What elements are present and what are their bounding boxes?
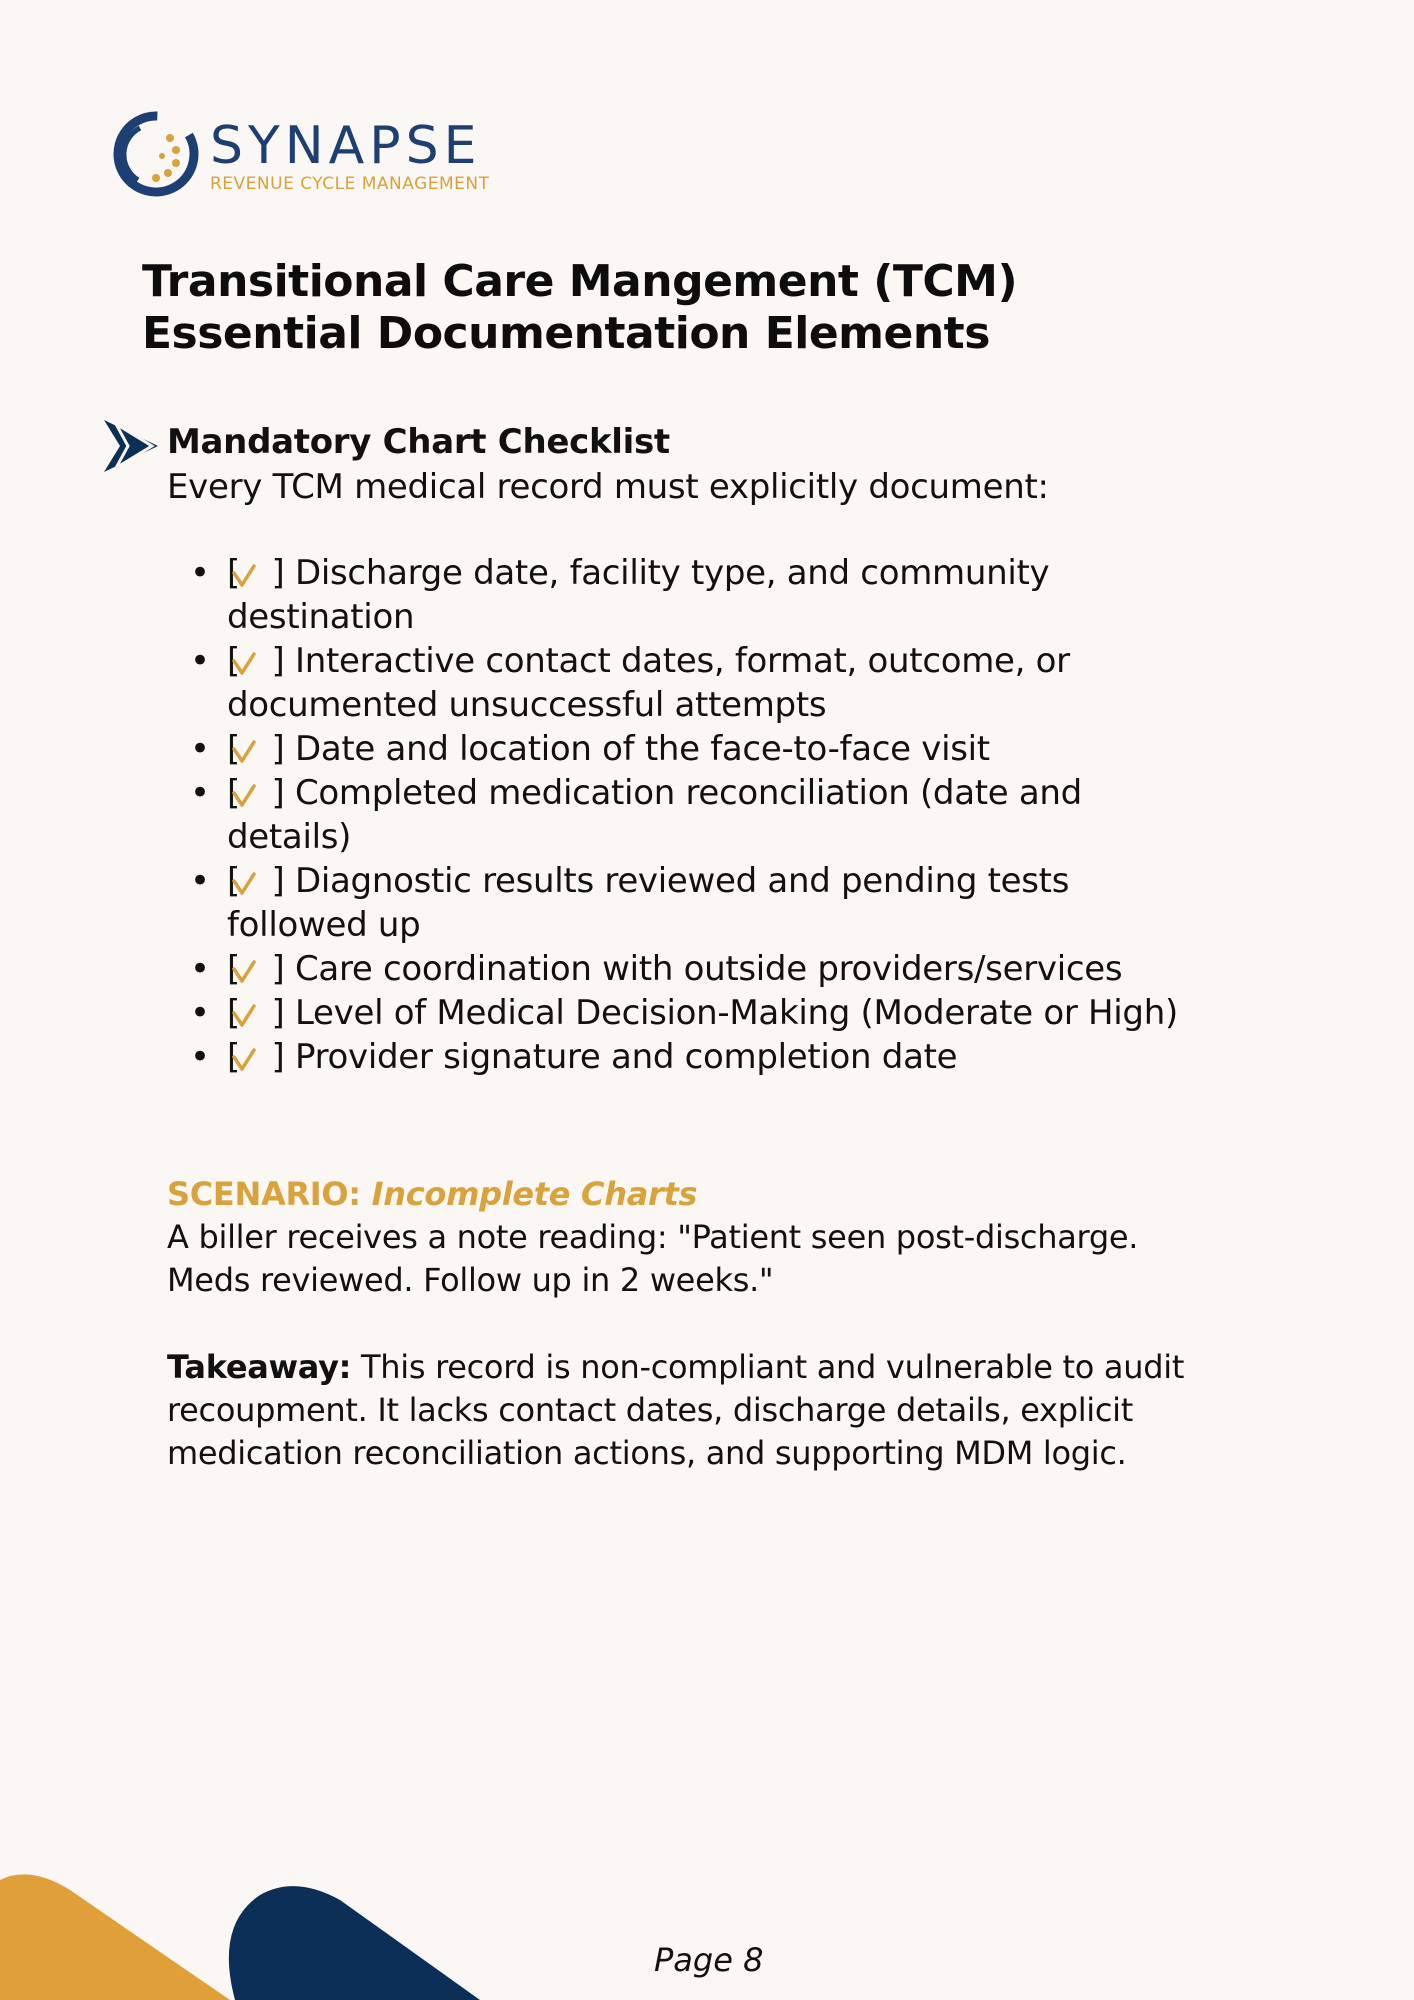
check-icon [231, 871, 257, 897]
scenario-text [167, 1216, 1267, 1302]
scenario-label: SCENARIO: [167, 1175, 361, 1213]
takeaway-line-3: medication reconciliation actions, and supporting MDM logic. [167, 1434, 1127, 1472]
checklist-item [167, 947, 1227, 991]
bullet-icon: • [190, 1037, 210, 1077]
synapse-logo-icon [110, 108, 202, 200]
checklist-item [167, 991, 1227, 1035]
check-icon [231, 959, 257, 985]
checklist-item [167, 771, 1227, 859]
checklist-item-continuation: details) [227, 817, 352, 857]
checklist-item-text: Diagnostic results reviewed and pending tests [294, 861, 1070, 901]
section-heading: Mandatory Chart Checklist [167, 422, 670, 462]
checklist-item [167, 551, 1227, 639]
checklist-item-text: Completed medication reconciliation (date and [294, 773, 1082, 813]
checklist-item [167, 859, 1227, 947]
bullet-icon: • [190, 729, 210, 769]
checklist-item [167, 1035, 1227, 1079]
checkbox-icon: [ ] [227, 1037, 285, 1077]
scenario-title: Incomplete Charts [371, 1175, 698, 1213]
checklist-item-text: Level of Medical Decision-Making (Moderate or High) [294, 993, 1178, 1033]
checkbox-icon: [ ] [227, 993, 285, 1033]
takeaway-paragraph [167, 1346, 1267, 1475]
check-icon [231, 563, 257, 589]
checklist-item-text: Date and location of the face-to-face visit [294, 729, 990, 769]
bullet-icon: • [190, 993, 210, 1033]
scenario-line-2: Meds reviewed. Follow up in 2 weeks." [167, 1261, 774, 1299]
takeaway-label: Takeaway: [167, 1348, 352, 1386]
checklist-item-text: Interactive contact dates, format, outcome, or [294, 641, 1070, 681]
takeaway-line-2: recoupment. It lacks contact dates, discharge details, explicit [167, 1391, 1134, 1429]
check-icon [231, 783, 257, 809]
bullet-icon: • [190, 553, 210, 593]
checklist-item [167, 727, 1227, 771]
checklist-item-text: Discharge date, facility type, and community [294, 553, 1050, 593]
scenario-line-1: A biller receives a note reading: "Patient seen post-discharge. [167, 1218, 1139, 1256]
checklist-item [167, 639, 1227, 727]
scenario-heading [167, 1172, 697, 1216]
title-line-1: Transitional Care Mangement (TCM) [142, 256, 1018, 307]
checkbox-icon: [ ] [227, 949, 285, 989]
checkbox-icon: [ ] [227, 641, 285, 681]
bullet-icon: • [190, 641, 210, 681]
check-icon [231, 1003, 257, 1029]
title-line-2: Essential Documentation Elements [142, 308, 990, 359]
checkbox-icon: [ ] [227, 729, 285, 769]
checklist-item-continuation: documented unsuccessful attempts [227, 685, 827, 725]
chevron-right-icon [102, 418, 160, 474]
checklist-item-text: Provider signature and completion date [294, 1037, 958, 1077]
check-icon [231, 1047, 257, 1073]
check-icon [231, 651, 257, 677]
logo-subtitle: REVENUE CYCLE MANAGEMENT [210, 174, 490, 194]
checkbox-icon: [ ] [227, 773, 285, 813]
company-logo [110, 108, 530, 203]
page-number: Page 8 [654, 1941, 764, 1979]
bullet-icon: • [190, 861, 210, 901]
footer-decoration [0, 1870, 520, 2000]
checklist-item-continuation: followed up [227, 905, 421, 945]
bullet-icon: • [190, 949, 210, 989]
mandatory-checklist [167, 551, 1227, 1079]
takeaway-line-1: This record is non-compliant and vulnerable to audit [351, 1348, 1185, 1386]
checklist-item-text: Care coordination with outside providers/services [294, 949, 1123, 989]
checkbox-icon: [ ] [227, 553, 285, 593]
checkbox-icon: [ ] [227, 861, 285, 901]
logo-name: SYNAPSE [210, 116, 482, 176]
bullet-icon: • [190, 773, 210, 813]
checklist-item-continuation: destination [227, 597, 415, 637]
page-title [142, 256, 1017, 360]
check-icon [231, 739, 257, 765]
section-intro: Every TCM medical record must explicitly document: [167, 467, 1049, 507]
logo-wordmark [210, 116, 490, 194]
